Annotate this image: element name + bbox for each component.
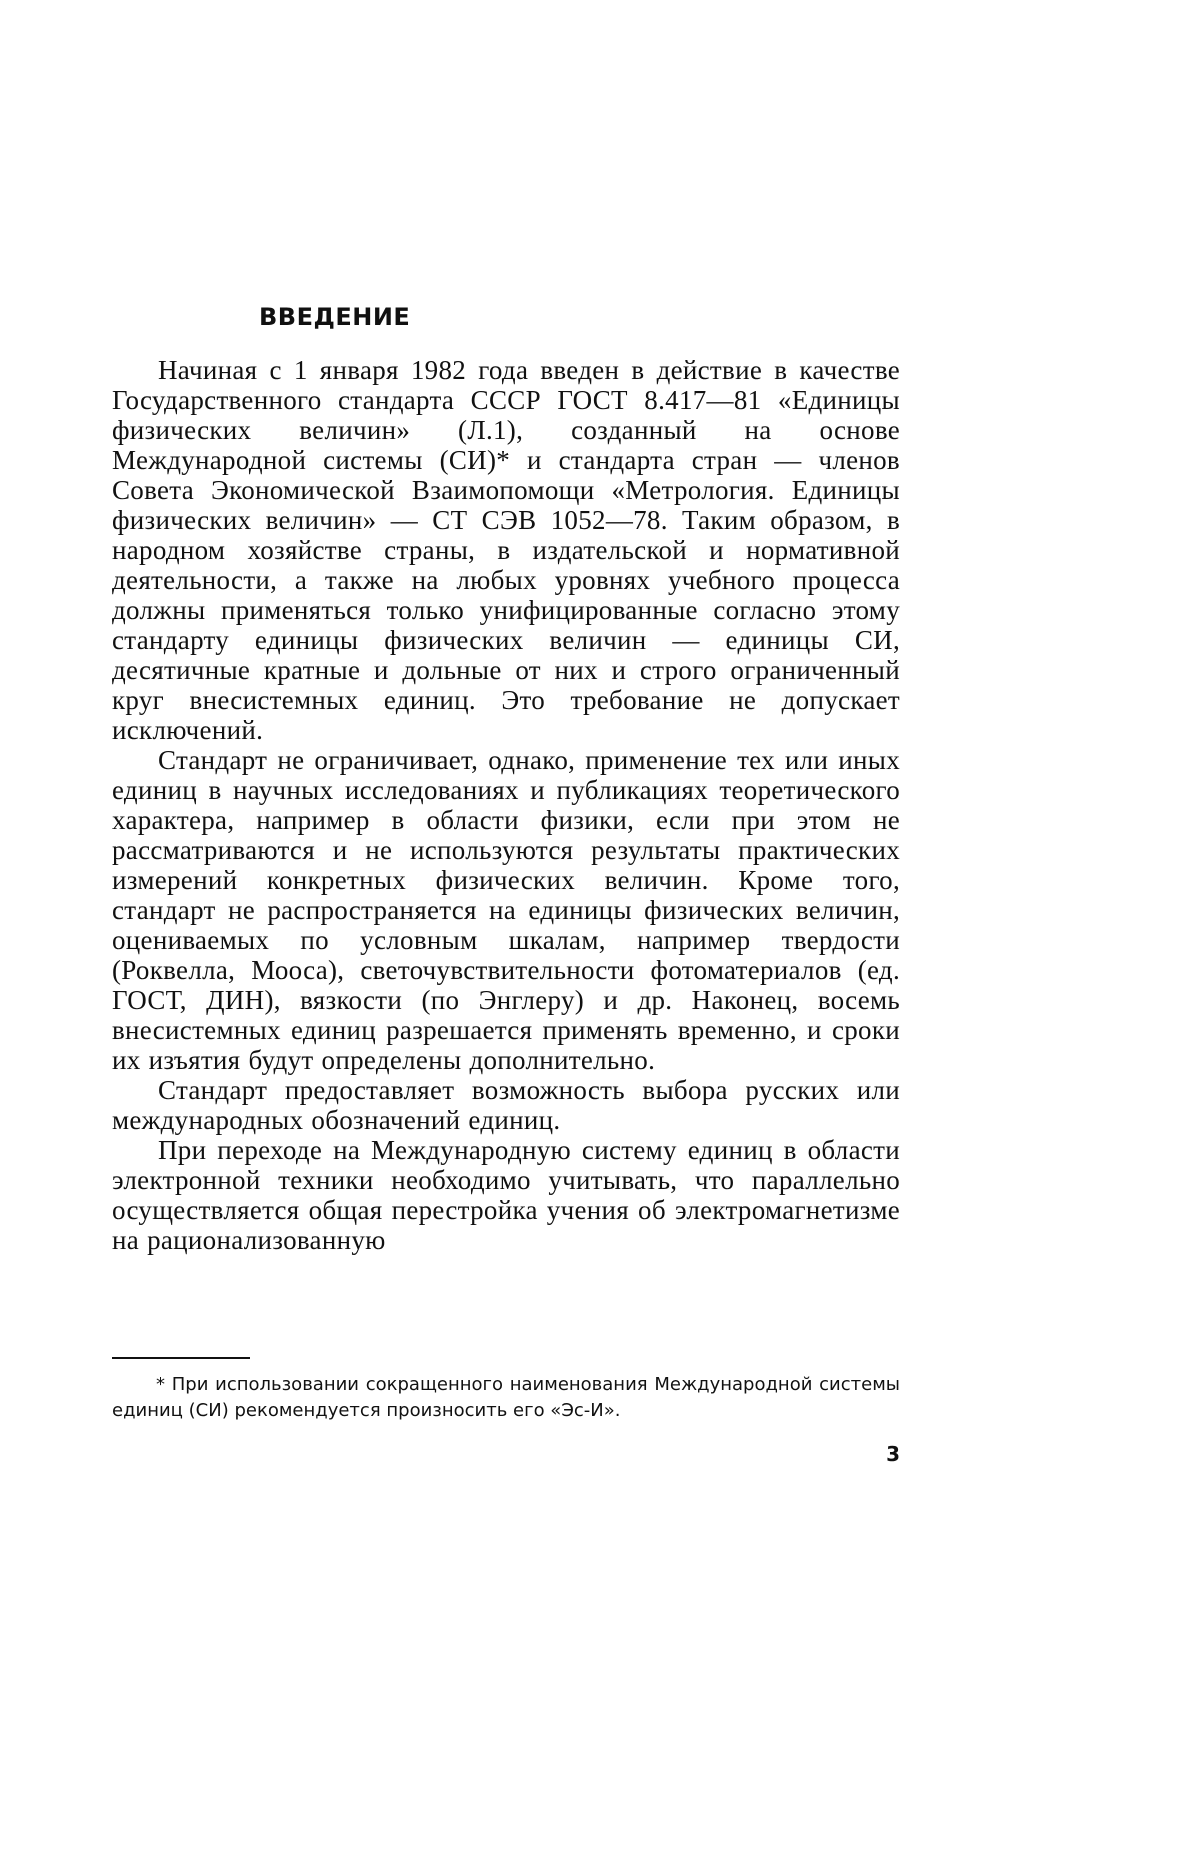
page-number: 3 [886,1442,900,1466]
paragraph-2: Стандарт не ограничивает, однако, применение тех или иных единиц в научных исследованиях и публикациях теоретического характера, например в области физики, если при этом не рассматриваются и не используются результаты практических измерений конкретных физических величин. Кроме того, стандарт не распространяется на единицы физических величин, оцениваемых по условным шкалам, например твердости (Роквелла, Мооса), светочувствительности фотоматериалов (ед. ГОСТ, ДИН), вязкости (по Энглеру) и др. Наконец, восемь внесистемных единиц разрешается применять временно, и сроки их изъятия будут определены дополнительно. [112,745,900,1075]
section-heading: ВВЕДЕНИЕ [259,303,411,331]
body-text [112,355,900,1255]
paragraph-3: Стандарт предоставляет возможность выбора русских или международных обозначений единиц. [112,1075,900,1135]
book-page [112,0,900,1600]
paragraph-4: При переходе на Международную систему единиц в области электронной техники необходимо учитывать, что параллельно осуществляется общая перестройка учения об электромагнетизме на рационализованную [112,1135,900,1255]
footnote-divider [112,1357,250,1359]
footnote: * При использовании сокращенного наименования Международной системы единиц (СИ) рекомендуется произносить его «Эс-И». [112,1374,900,1421]
paragraph-1: Начиная с 1 января 1982 года введен в действие в качестве Государственного стандарта СССР ГОСТ 8.417—81 «Единицы физических величин» (Л.1), созданный на основе Международной системы (СИ)* и стандарта стран — членов Совета Экономической Взаимопомощи «Метрология. Единицы физических величин» — СТ СЭВ 1052—78. Таким образом, в народном хозяйстве страны, в издательской и нормативной деятельности, а также на любых уровнях учебного процесса должны применяться только унифицированные согласно этому стандарту единицы физических величин — единицы СИ, десятичные кратные и дольные от них и строго ограниченный круг внесистемных единиц. Это требование не допускает исключений. [112,355,900,745]
